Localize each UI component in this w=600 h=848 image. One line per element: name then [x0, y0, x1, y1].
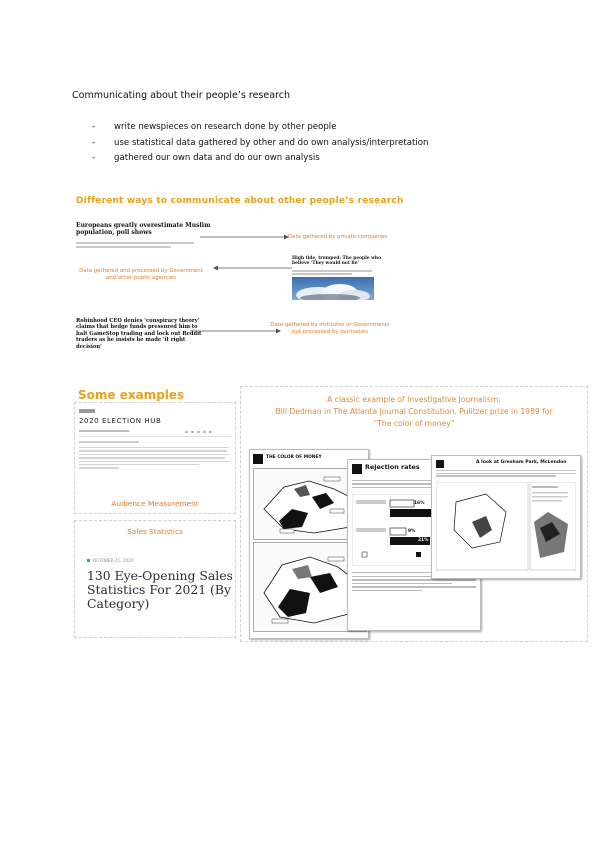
- classic-example-panel: [240, 386, 588, 642]
- page-heading: Communicating about their people’s research: [72, 90, 290, 101]
- bullet-item: - gathered our own data and do our own analysis: [92, 151, 429, 167]
- classic-line-2: Bill Dedman in The Atlanta Journal Constitution. Pulitzer prize in 1989 for: [275, 407, 553, 416]
- headline-high-tide-subtext: [292, 270, 372, 275]
- sales-date: OCTOBER 21, 2020: [93, 558, 134, 563]
- note-private-companies: Data gathered by private companies: [288, 234, 388, 240]
- gresham-title: A look at Gresham Park, McLendon: [476, 460, 567, 465]
- election-hub-body: [79, 447, 229, 469]
- bar-label: 9%: [408, 529, 416, 534]
- gresham-map: [436, 482, 576, 572]
- audience-measurement-label: Audience Measurement: [111, 499, 199, 508]
- storm-cloud-photo: [292, 277, 374, 300]
- bullet-list: [92, 120, 429, 167]
- arrow-3: [190, 327, 282, 335]
- calendar-icon: [87, 559, 90, 562]
- bullet-item: - write newspieces on research done by other people: [92, 120, 429, 136]
- note-journalists: Data gathered by institutes or Governments but processed by journalists: [270, 322, 390, 335]
- arrow-1: [200, 233, 290, 241]
- sales-headline: 130 Eye-Opening Sales Statistics For 2021 (By Category): [87, 568, 233, 611]
- headline-high-tide: High tide, trumped: The people who believe 'They would not lie': [292, 256, 382, 266]
- note-government: Data gathered and processed by Government and other public agencies: [79, 268, 203, 281]
- gresham-park-figure: [431, 455, 581, 579]
- bullet-item: - use statistical data gathered by other and do own analysis/interpretation: [92, 136, 429, 152]
- headline-muslim-poll-subtext: [76, 242, 196, 248]
- classic-example-caption: [241, 394, 587, 430]
- sales-statistics-panel: [74, 520, 236, 638]
- tag-icon: [79, 409, 95, 413]
- section-title-communicate: Different ways to communicate about other people’s research: [76, 196, 404, 206]
- sales-statistics-label: Sales Statistics: [127, 527, 183, 536]
- election-hub-panel: [74, 402, 236, 514]
- share-icons: ▪ ▪ ▪ ▪ ▪: [185, 429, 213, 434]
- election-hub-title: 2020 ELECTION HUB: [79, 417, 162, 425]
- color-of-money-title: THE COLOR OF MONEY: [266, 455, 322, 460]
- classic-line-3: “The color of money”: [373, 419, 455, 428]
- classic-line-1: A classic example of Investigative Journalism:: [327, 395, 501, 404]
- newspaper-logo: [352, 464, 362, 474]
- newspaper-logo: [436, 460, 444, 468]
- newspaper-logo: [253, 454, 263, 464]
- section-title-examples: Some examples: [78, 388, 185, 402]
- arrow-2: [212, 264, 292, 272]
- bar-label: 16%: [414, 501, 425, 506]
- bar-label: 21%: [418, 538, 429, 543]
- gresham-intro-text: [436, 470, 576, 477]
- rejection-rates-title: Rejection rates: [365, 463, 420, 471]
- headline-robinhood: Robinhood CEO denies 'conspiracy theory' claims that hedge funds pressured him to halt GameStop trading and lock out Reddit traders as he insists he made 'it right decision': [76, 318, 202, 350]
- headline-muslim-poll: Europeans greatly overestimate Muslim population, poll shows: [76, 222, 211, 236]
